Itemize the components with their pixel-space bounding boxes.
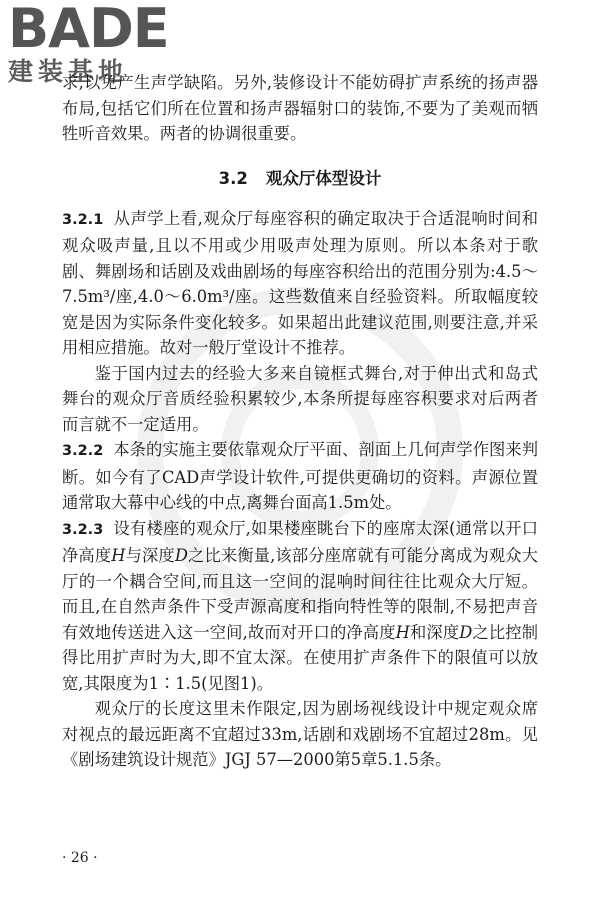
clause-text: 本条的实施主要依靠观众厅平面、剖面上几何声学作图来判断。如今有了CAD声学设计软件,可提供更确切的资料。声源位置通常取大幕中心线的中点,离舞台面高1.5m处。 <box>62 440 538 512</box>
clause-number: 3.2.2 <box>62 443 104 459</box>
clause-text-part-3: 之比来衡量,该部分座席就有可能分离成为观众大厅的一个耦合空间,而且这一空间的混响时间往往比观众大厅短。而且,在自然声条件下受声源高度和指向特性等的限制,不易把声音有效地传送进入这一空间,故而对开口的净高度 <box>62 546 538 642</box>
clause-text-part-5: 之比控制得比用扩声时为大,即不宜太深。在使用扩声条件下的限值可以放宽,其限度为1∶1.5(见图1)。 <box>62 622 538 693</box>
clause-3-2-2 <box>62 437 538 516</box>
clause-number: 3.2.3 <box>62 521 104 538</box>
clause-text-part-1: 设有楼座的观众厅,如果楼座眺台下的座席太深(通常以开口净高度 <box>62 518 538 565</box>
clause-number: 3.2.1 <box>62 211 104 228</box>
logo-wordmark: BADE <box>8 0 169 60</box>
clause-text-part-2: 与深度 <box>125 546 175 565</box>
clause-text-part-4: 和深度 <box>409 622 460 642</box>
section-heading <box>62 165 538 189</box>
variable-h: H <box>111 546 126 565</box>
clause-text: 从声学上看,观众厅每座容积的确定取决于合适混响时间和观众吸声量,且以不用或少用吸声处理为原则。所以本条对于歌剧、舞剧场和话剧及戏曲剧场的每座容积给出的范围分别为:4.5～7.5m³/座,4.0～6.0m³/座。这些数值来自经验资料。所取幅度较宽是因为实际条件变化较多。如果超出此建议范围,则要注意,并采用相应措施。故对一般厅堂设计不推荐。 <box>62 208 538 357</box>
clause-3-2-3-paragraph-2: 观众厅的长度这里未作限定,因为剧场视线设计中规定观众席对视点的最远距离不宜超过33m,话剧和戏剧场不宜超过28m。见《剧场建筑设计规范》JGJ 57—2000第5章5.1.5条。 <box>62 699 538 769</box>
page-number: · 26 · <box>62 850 98 866</box>
section-number: 3.2 <box>218 168 248 188</box>
document-body <box>62 70 538 773</box>
clause-3-2-3 <box>62 516 538 697</box>
variable-d: D <box>174 546 188 565</box>
clause-3-2-1 <box>62 206 538 361</box>
logo-subtitle: 建装基地 <box>8 57 129 86</box>
carry-over-paragraph: 求,以免产生声学缺陷。另外,装修设计不能妨碍扩声系统的扬声器布局,包括它们所在位置和扬声器辐射口的装饰,不要为了美观而牺牲听音效果。两者的协调很重要。 <box>62 73 538 143</box>
clause-3-2-1-paragraph-2: 鉴于国内过去的经验大多来自镜框式舞台,对于伸出式和岛式舞台的观众厅音质经验积累较少,本条所提每座容积要求对后两者而言就不一定适用。 <box>62 363 538 434</box>
variable-h: H <box>395 622 410 642</box>
section-title: 观众厅体型设计 <box>265 168 382 188</box>
variable-d: D <box>459 622 473 642</box>
